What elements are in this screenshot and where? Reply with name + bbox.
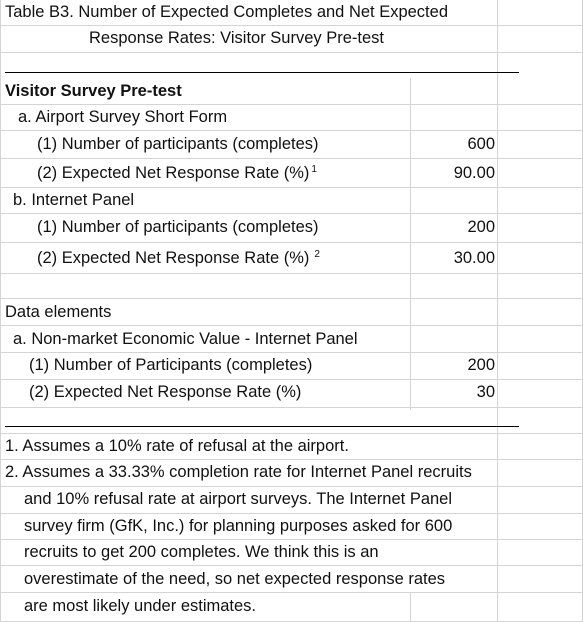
row-label-a1: (1) Number of participants (completes): [37, 135, 319, 153]
footnote-2-line: are most likely under estimates.: [24, 597, 257, 615]
footnote-2-line: overestimate of the need, so net expected response rates: [24, 570, 446, 588]
footnote-2-line: survey firm (GfK, Inc.) for planning purposes asked for 600: [24, 517, 453, 535]
grid-line: [0, 352, 583, 353]
grid-line: [0, 52, 583, 53]
row-label-b2-text: (2) Expected Net Response Rate (%): [37, 249, 310, 267]
grid-line: [0, 486, 583, 487]
footnote-2: 2. Assumes a 33.33% completion rate for Internet Panel recruits: [5, 463, 472, 481]
row-label-c1: (1) Number of Participants (completes): [29, 356, 313, 374]
grid-line: [0, 25, 583, 26]
row-label-a2-text: (2) Expected Net Response Rate (%): [37, 164, 310, 182]
footnote-2-line: and 10% refusal rate at airport surveys. The Internet Panel: [24, 490, 453, 508]
row-label-b: b. Internet Panel: [13, 191, 135, 209]
row-label-c: a. Non-market Economic Value - Internet Panel: [13, 330, 358, 348]
row-label-a: a. Airport Survey Short Form: [18, 108, 228, 126]
grid-line: [497, 0, 498, 622]
grid-line: [410, 78, 411, 410]
value-b1: 200: [467, 218, 495, 236]
grid-line: [0, 539, 583, 540]
grid-line: [0, 433, 583, 434]
row-label-c2: (2) Expected Net Response Rate (%): [29, 383, 302, 401]
grid-line: [0, 459, 583, 460]
value-a1: 600: [467, 135, 495, 153]
grid-line: [0, 592, 583, 593]
footnote-1: 1. Assumes a 10% rate of refusal at the airport.: [5, 437, 349, 455]
table-title-line2: Response Rates: Visitor Survey Pre-test: [89, 29, 384, 47]
grid-line: [0, 325, 583, 326]
grid-line: [0, 407, 583, 408]
grid-line: [0, 130, 583, 131]
section-heading: Visitor Survey Pre-test: [5, 82, 182, 100]
footnote-ref: 2: [314, 249, 320, 260]
value-c1: 200: [467, 356, 495, 374]
grid-line: [0, 565, 583, 566]
data-elements-heading: Data elements: [5, 303, 112, 321]
grid-line: [0, 242, 583, 243]
row-label-b2: [37, 248, 320, 268]
separator-rule: [5, 72, 519, 73]
row-label-a2: [37, 163, 317, 183]
grid-line: [0, 379, 583, 380]
grid-line: [0, 158, 583, 159]
grid-line: [0, 0, 1, 622]
footnote-ref: 1: [311, 164, 317, 175]
grid-line: [0, 213, 583, 214]
grid-line: [0, 513, 583, 514]
grid-line: [0, 298, 583, 299]
footnote-2-line: recruits to get 200 completes. We think this is an: [24, 543, 379, 561]
grid-line: [410, 592, 411, 622]
value-c2: 30: [476, 383, 495, 401]
value-a2: 90.00: [453, 164, 495, 182]
grid-line: [0, 187, 583, 188]
grid-line: [0, 104, 583, 105]
separator-rule: [5, 426, 519, 427]
value-b2: 30.00: [453, 249, 495, 267]
grid-line: [0, 273, 583, 274]
table-title: Table B3. Number of Expected Completes and Net Expected: [5, 3, 448, 21]
row-label-b1: (1) Number of participants (completes): [37, 218, 319, 236]
